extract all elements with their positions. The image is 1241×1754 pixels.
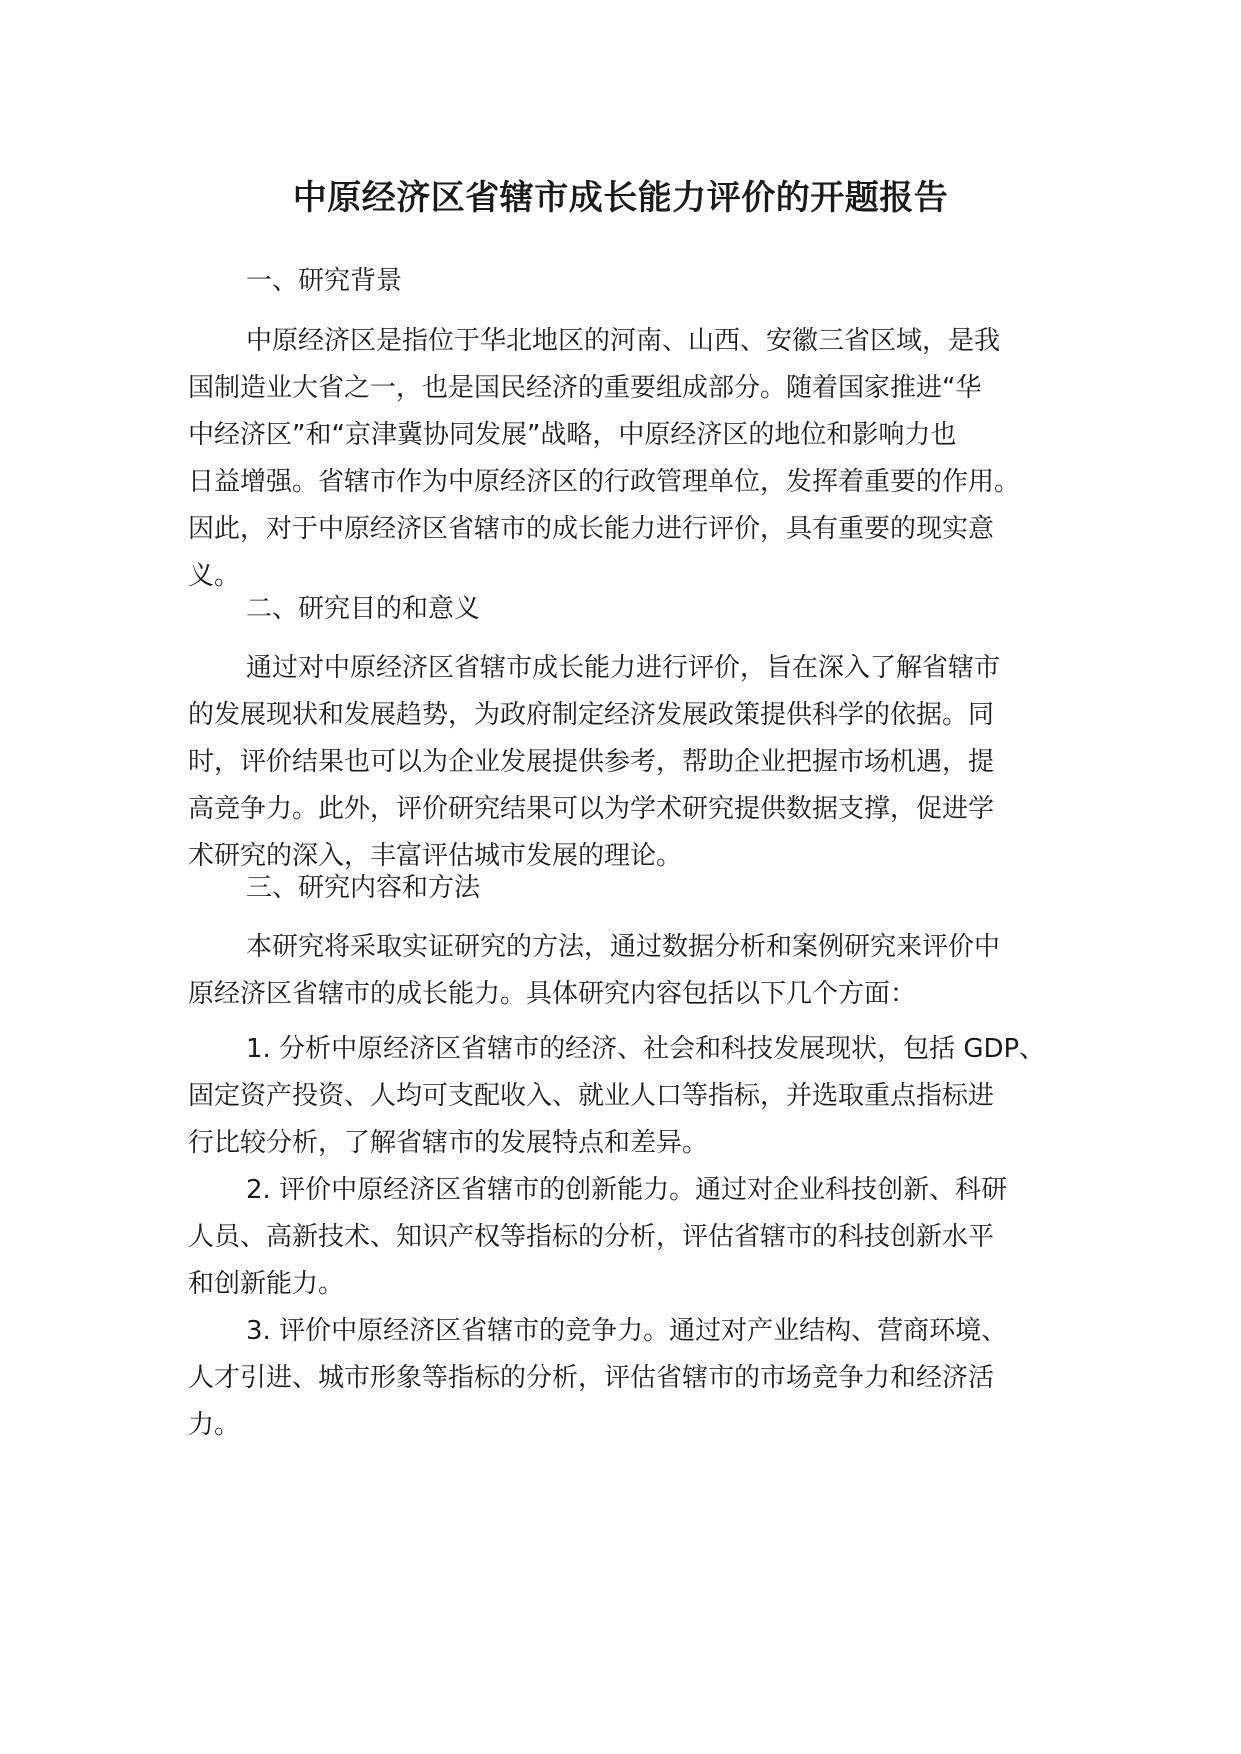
list-item-3 <box>188 1308 1088 1449</box>
paragraph-line: 中经济区”和“京津冀协同发展”战略，中原经济区的地位和影响力也 <box>188 420 957 450</box>
paragraph-line: 义。 <box>188 561 241 591</box>
paragraph-line: 中原经济区是指位于华北地区的河南、山西、安徽三省区域，是我 <box>246 326 1001 356</box>
paragraph-line: 术研究的深入，丰富评估城市发展的理论。 <box>188 841 683 871</box>
paragraph-line: 日益增强。省辖市作为中原经济区的行政管理单位，发挥着重要的作用。 <box>188 467 1021 497</box>
paragraph-line: 和创新能力。 <box>188 1269 345 1299</box>
paragraph-line: 因此，对于中原经济区省辖市的成长能力进行评价，具有重要的现实意 <box>188 514 995 544</box>
paragraph-line: 高竞争力。此外，评价研究结果可以为学术研究提供数据支撑，促进学 <box>188 794 995 824</box>
paragraph-line: 的发展现状和发展趋势，为政府制定经济发展政策提供科学的依据。同 <box>188 700 995 730</box>
paragraph-line: 国制造业大省之一，也是国民经济的重要组成部分。随着国家推进“华 <box>188 373 982 403</box>
paragraph-line: 人才引进、城市形象等指标的分析，评估省辖市的市场竞争力和经济活 <box>188 1363 995 1393</box>
document-title: 中原经济区省辖市成长能力评价的开题报告 <box>292 178 949 218</box>
paragraph-line: 行比较分析，了解省辖市的发展特点和差异。 <box>188 1128 709 1158</box>
paragraph-line: 1. 分析中原经济区省辖市的经济、社会和科技发展现状，包括 GDP、 <box>246 1034 1046 1064</box>
paragraph-line: 2. 评价中原经济区省辖市的创新能力。通过对企业科技创新、科研 <box>246 1175 1008 1205</box>
paragraph-line: 力。 <box>188 1410 241 1440</box>
section-heading-methods: 三、研究内容和方法 <box>246 873 481 903</box>
list-item-2 <box>188 1167 1088 1308</box>
paragraph-purpose <box>188 645 1088 880</box>
list-item-1 <box>188 1026 1088 1167</box>
paragraph-line: 3. 评价中原经济区省辖市的竞争力。通过对产业结构、营商环境、 <box>246 1316 1008 1346</box>
paragraph-background <box>188 318 1088 600</box>
paragraph-line: 原经济区省辖市的成长能力。具体研究内容包括以下几个方面： <box>188 979 917 1009</box>
section-heading-background: 一、研究背景 <box>246 266 403 296</box>
paragraph-line: 通过对中原经济区省辖市成长能力进行评价，旨在深入了解省辖市 <box>246 653 1001 683</box>
paragraph-line: 人员、高新技术、知识产权等指标的分析，评估省辖市的科技创新水平 <box>188 1222 995 1252</box>
paragraph-line: 时，评价结果也可以为企业发展提供参考，帮助企业把握市场机遇，提 <box>188 747 995 777</box>
paragraph-line: 本研究将采取实证研究的方法，通过数据分析和案例研究来评价中 <box>246 932 1001 962</box>
paragraph-methods-intro <box>188 924 1088 1018</box>
section-heading-purpose: 二、研究目的和意义 <box>246 594 481 624</box>
paragraph-line: 固定资产投资、人均可支配收入、就业人口等指标，并选取重点指标进 <box>188 1081 995 1111</box>
